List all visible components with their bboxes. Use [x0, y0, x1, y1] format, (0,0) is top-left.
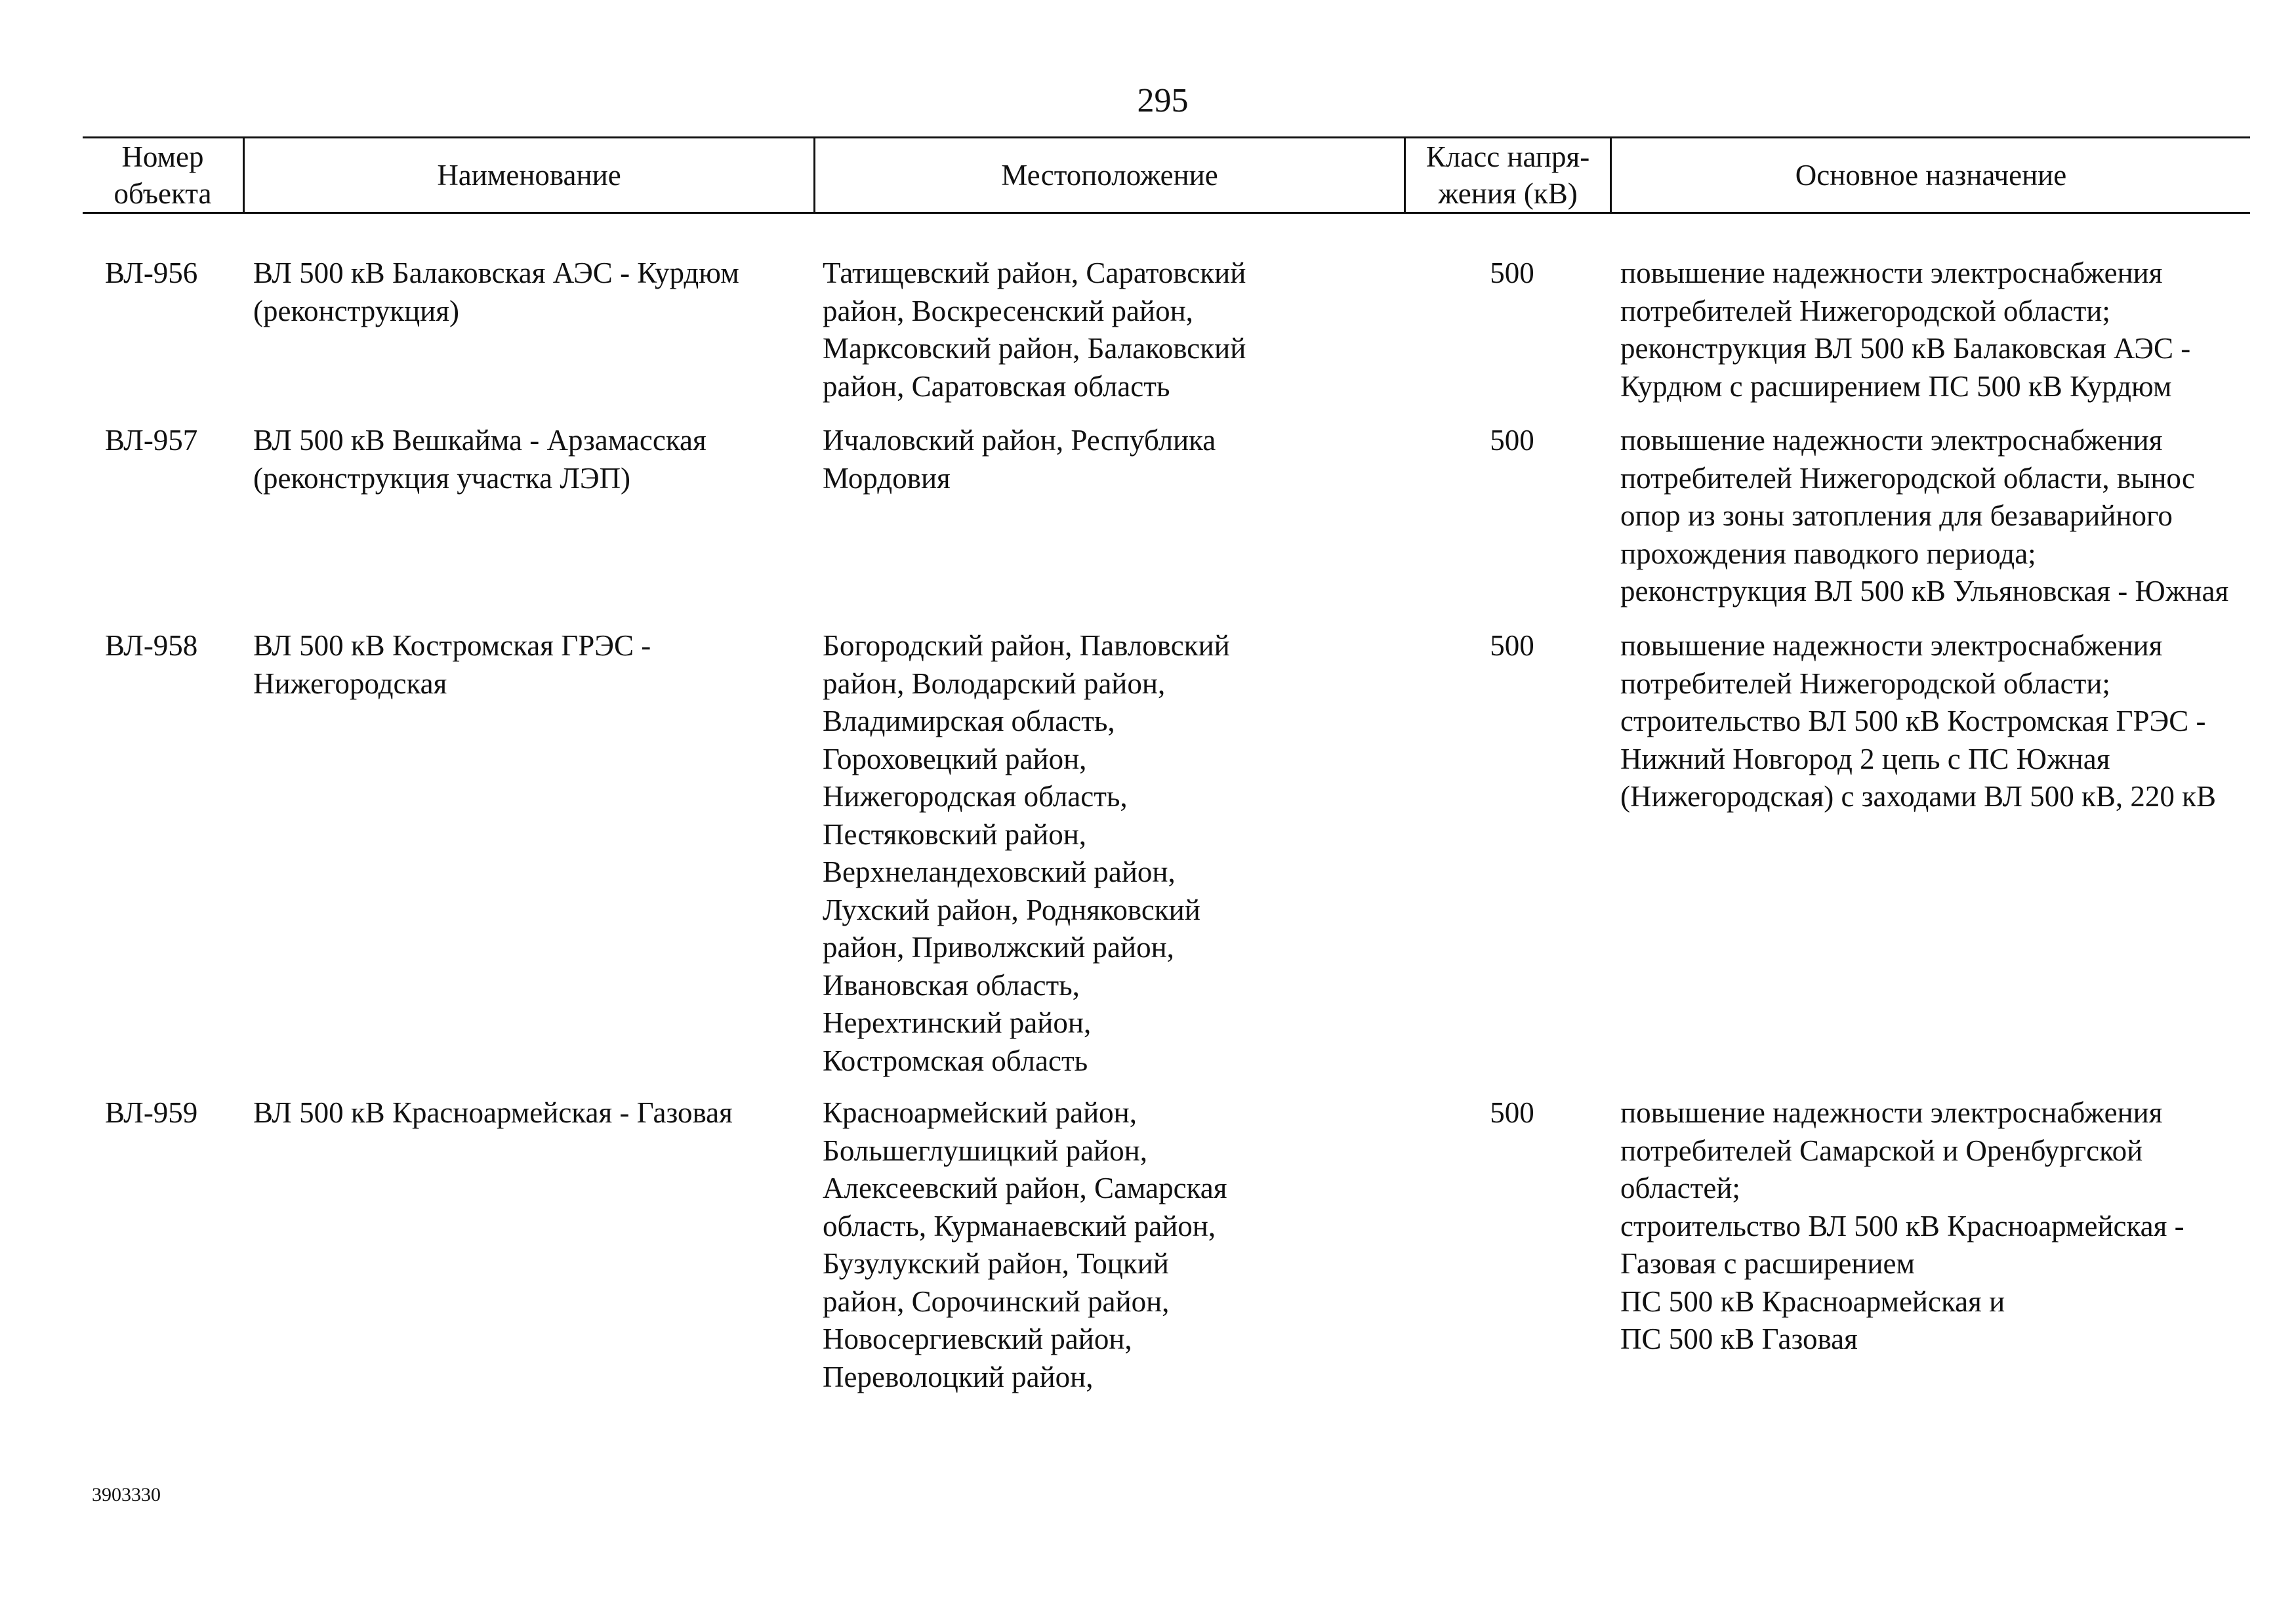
object-purpose: повышение надежности электроснабжения потребителей Нижегородской области; реконструкция ВЛ 500 кВ Балаковская АЭС - Курдюм с расширением ПС 500 кВ Курдюм	[1620, 257, 2191, 403]
object-purpose: повышение надежности электроснабжения потребителей Нижегородской области; строительство ВЛ 500 кВ Костромская ГРЭС - Нижний Новгород 2 цепь с ПС Южная (Нижегородская) с заходами ВЛ 500 кВ, 220 кВ	[1620, 629, 2216, 813]
object-voltage: 500	[1490, 424, 1534, 457]
object-location: Татищевский район, Саратовский район, Воскресенский район, Марксовский район, Балаковский район, Саратовская область	[823, 257, 1246, 403]
header-object-number-label: Номер объекта	[113, 140, 212, 210]
header-object-number	[83, 138, 243, 212]
table-header	[83, 136, 2250, 214]
object-number: ВЛ-956	[105, 257, 198, 289]
object-number: ВЛ-957	[105, 424, 198, 457]
page-number: 295	[1137, 82, 1189, 119]
object-name: ВЛ 500 кВ Балаковская АЭС - Курдюм (реконструкция)	[253, 257, 739, 327]
header-voltage-class	[1404, 138, 1610, 212]
header-location	[813, 138, 1404, 212]
object-name: ВЛ 500 кВ Красноармейская - Газовая	[253, 1096, 733, 1129]
header-purpose	[1610, 138, 2250, 212]
header-location-label: Местоположение	[1001, 159, 1218, 192]
object-number: ВЛ-958	[105, 629, 198, 662]
object-name: ВЛ 500 кВ Вешкайма - Арзамасская (реконструкция участка ЛЭП)	[253, 424, 707, 495]
object-purpose: повышение надежности электроснабжения потребителей Самарской и Оренбургской областей; строительство ВЛ 500 кВ Красноармейская - Газовая с расширением ПС 500 кВ Красноармейская и ПС 500 кВ Газовая	[1620, 1096, 2184, 1355]
object-voltage: 500	[1490, 629, 1534, 662]
header-name	[243, 138, 813, 212]
object-name: ВЛ 500 кВ Костромская ГРЭС - Нижегородская	[253, 629, 651, 700]
object-location: Ичаловский район, Республика Мордовия	[823, 424, 1216, 495]
object-location: Богородский район, Павловский район, Володарский район, Владимирская область, Гороховецкий район, Нижегородская область, Пестяковский район, Верхнеландеховский район, Лухский район, Родняковский район, Приволжский район, Ивановская область, Нерехтинский район, Костромская область	[823, 629, 1230, 1077]
header-purpose-label: Основное назначение	[1795, 159, 2067, 192]
object-voltage: 500	[1490, 1096, 1534, 1129]
document-code: 3903330	[92, 1484, 161, 1506]
object-purpose: повышение надежности электроснабжения потребителей Нижегородской области, вынос опор из зоны затопления для безаварийного прохождения паводкого периода; реконструкция ВЛ 500 кВ Ульяновская - Южная	[1620, 424, 2229, 607]
header-name-label: Наименование	[437, 159, 621, 192]
header-voltage-class-label: Класс напря- жения (кВ)	[1425, 140, 1590, 210]
object-location: Красноармейский район, Большеглушицкий район, Алексеевский район, Самарская область, Курманаевский район, Бузулукский район, Тоцкий район, Сорочинский район, Новосергиевский район, Переволоцкий район,	[823, 1096, 1227, 1393]
object-voltage: 500	[1490, 257, 1534, 289]
object-number: ВЛ-959	[105, 1096, 198, 1129]
